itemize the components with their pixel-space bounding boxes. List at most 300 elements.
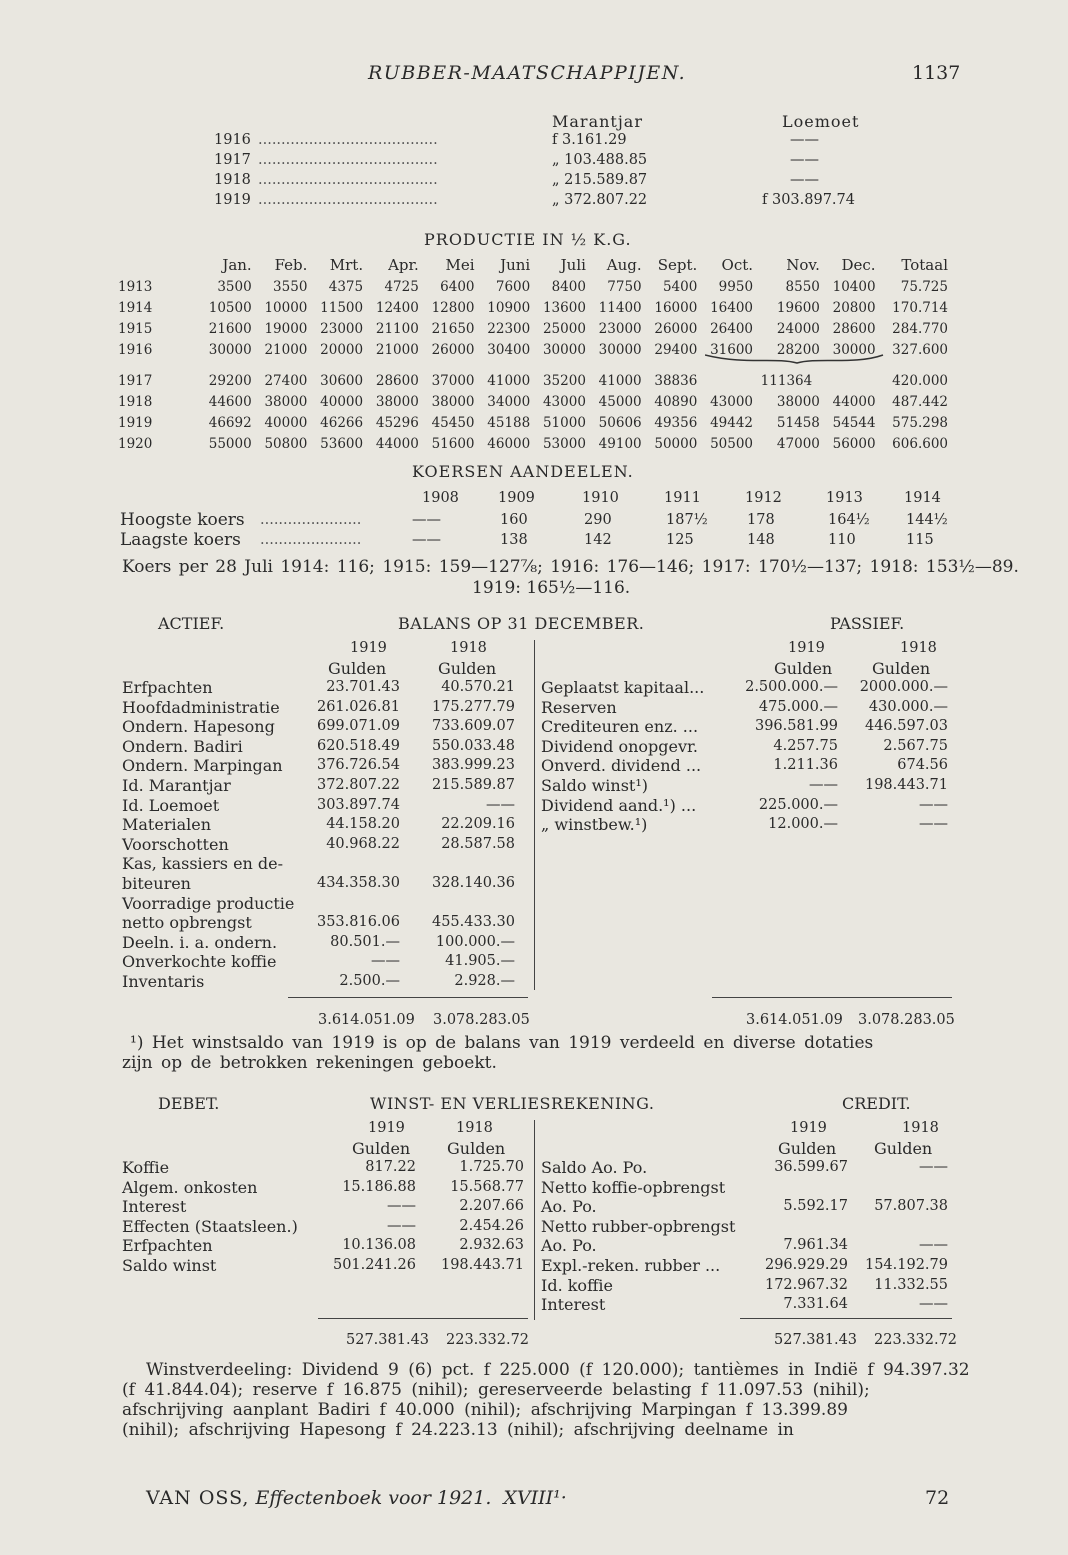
debet-value-1919: 10.136.08 [342, 1237, 416, 1254]
footer [146, 1487, 567, 1509]
actief-value-1919: 699.071.09 [316, 718, 400, 735]
productie-row [118, 433, 948, 454]
passief-value-1919: 475.000.— [758, 698, 838, 715]
actief-value-1918: 175.277.79 [431, 698, 515, 715]
passief-value-1919: 12.000.— [768, 816, 838, 833]
productie-cell: 53600 [320, 435, 364, 452]
productie-year: 1915 [118, 320, 153, 337]
opbrengst-marantjar: „ 103.488.85 [552, 152, 648, 168]
productie-cell: 21000 [375, 341, 419, 358]
productie-cell: 7750 [607, 278, 642, 295]
actief-value-1919: 40.968.22 [326, 835, 400, 852]
actief-label: Hoofdadministratie [122, 697, 280, 717]
debet-value-1918: 1.725.70 [459, 1159, 524, 1175]
productie-cell: 26000 [654, 320, 698, 337]
productie-cell: 51600 [431, 435, 475, 452]
credit-label: Netto rubber-opbrengst [541, 1216, 736, 1236]
productie-cell: 46266 [320, 414, 364, 431]
productie-cell: 43000 [710, 393, 754, 410]
winstverdeeling-line: Winstverdeeling: Dividend 9 (6) pct. f 225.000 (f 120.000); tantièmes in Indië f 94.397.32 [146, 1360, 970, 1380]
passief-sum-line [712, 997, 952, 998]
actief-value-1918: 28.587.58 [441, 835, 515, 852]
passief-unit-b: Gulden [872, 659, 931, 678]
debet-label: Effecten (Staatsleen.) [122, 1216, 298, 1236]
actief-value-1919: 434.358.30 [316, 875, 400, 891]
credit-label: Interest [541, 1295, 606, 1315]
opbrengst-loemoet: —— [790, 172, 819, 188]
passief-value-1919: 225.000.— [758, 796, 838, 813]
actief-value-1918: 22.209.16 [441, 816, 515, 833]
actief-value-1919: —— [371, 953, 400, 970]
hoogste-value: —— [412, 512, 441, 528]
productie-cell: 16000 [654, 299, 698, 316]
productie-cell: 20800 [832, 299, 876, 316]
productie-cell: 20000 [320, 341, 364, 358]
laagste-value: 115 [906, 532, 934, 548]
productie-cell: 21000 [264, 341, 308, 358]
productie-month-header: Aug. [606, 256, 642, 274]
productie-cell: 19000 [264, 320, 308, 337]
actief-value-1919: 353.816.06 [316, 914, 400, 931]
passief-value-1918: 446.597.03 [864, 718, 948, 735]
debet-value-1918: 15.568.77 [450, 1178, 524, 1195]
productie-cell: 53000 [542, 435, 586, 452]
opbrengst-marantjar: f 3.161.29 [552, 132, 627, 148]
brace-mark [705, 353, 885, 367]
actief-label: netto opbrengst [122, 913, 252, 933]
productie-cell: 38000 [375, 393, 419, 410]
productie-cell: 19600 [776, 299, 820, 316]
passief-value-1919: 4.257.75 [773, 737, 838, 754]
passief-value-1919: 396.581.99 [754, 718, 838, 735]
debet-label: Saldo winst [122, 1256, 217, 1275]
productie-cell: 46000 [487, 435, 531, 452]
laagste-value: 125 [666, 532, 694, 548]
leader-dots: ...................... [260, 512, 362, 528]
passief-label: Dividend aand.¹) ... [541, 795, 697, 815]
koers-line-2: 1919: 165½—116. [472, 578, 631, 598]
opbrengst-year: 1917 [214, 152, 251, 168]
actief-value-1918: 328.140.36 [431, 875, 515, 891]
productie-cell: 31600 [710, 341, 754, 358]
productie-cell: 21100 [375, 320, 419, 337]
actief-value-1918: 40.570.21 [441, 679, 515, 695]
hoogste-value: 164½ [828, 512, 870, 528]
productie-month-header: Oct. [721, 256, 754, 274]
productie-cell: 41000 [487, 372, 531, 389]
productie-row [118, 412, 948, 433]
leader-dots: ....................................... [258, 152, 438, 168]
productie-year: 1914 [118, 299, 153, 316]
opbrengst-loemoet: —— [790, 132, 819, 148]
opbrengst-year: 1918 [214, 172, 251, 188]
productie-cell: 56000 [832, 435, 876, 452]
passief-label: Onverd. dividend ... [541, 756, 702, 776]
productie-cell: 49100 [598, 435, 642, 452]
actief-value-1919: 620.518.49 [316, 737, 400, 754]
productie-cell: 12800 [431, 299, 475, 316]
productie-cell: 30600 [320, 372, 364, 389]
productie-year: 1920 [118, 435, 153, 452]
productie-cell: 327.600 [892, 341, 948, 358]
actief-unit-a: Gulden [328, 659, 387, 678]
productie-cell: 30000 [542, 341, 586, 358]
actief-value-1918: 733.609.07 [431, 718, 515, 735]
productie-cell: 5400 [662, 278, 698, 295]
productie-cell: 28600 [375, 372, 419, 389]
productie-cell: 29200 [208, 372, 252, 389]
productie-title: PRODUCTIE IN ½ K.G. [424, 230, 632, 249]
productie-cell: 38000 [431, 393, 475, 410]
productie-cell: 28600 [832, 320, 876, 337]
credit-total-1919: 527.381.43 [774, 1332, 858, 1348]
productie-month-header: Totaal [901, 256, 948, 274]
actief-value-1919: 2.500.— [339, 973, 400, 989]
productie-cell: 487.442 [892, 393, 948, 410]
productie-cell: 34000 [487, 393, 531, 410]
koers-year: 1909 [498, 490, 535, 506]
productie-cell: 45000 [598, 393, 642, 410]
passief-year-a: 1919 [788, 640, 825, 656]
productie-row [118, 297, 948, 318]
credit-value-1918: 154.192.79 [864, 1257, 948, 1273]
productie-cell: 28200 [776, 341, 820, 358]
productie-month-header: Mrt. [329, 256, 364, 274]
actief-label: Materialen [122, 815, 212, 835]
productie-month-header: Apr. [388, 256, 419, 274]
actief-value-1918: 455.433.30 [431, 914, 515, 931]
actief-label: Ondern. Marpingan [122, 756, 283, 776]
productie-cell: 21650 [431, 320, 475, 337]
actief-value-1918: 215.589.87 [431, 777, 515, 793]
passief-value-1918: 430.000.— [868, 698, 948, 715]
productie-cell: 420.000 [892, 372, 948, 389]
productie-cell: 13600 [542, 299, 586, 316]
productie-cell: 38836 [654, 372, 698, 389]
credit-label: Id. koffie [541, 1275, 614, 1295]
passief-year-b: 1918 [900, 640, 937, 656]
debet-value-1919: 817.22 [365, 1159, 416, 1175]
productie-cell: 49442 [710, 414, 754, 431]
opbrengst-col1-header: Marantjar [552, 112, 643, 131]
credit-value-1919: 7.961.34 [783, 1237, 848, 1254]
debet-label: Interest [122, 1197, 187, 1217]
credit-year-b: 1918 [902, 1120, 939, 1136]
credit-label: Expl.-reken. rubber ... [541, 1256, 721, 1275]
productie-month-header: Sept. [657, 256, 698, 274]
passief-total-1919: 3.614.051.09 [746, 1012, 843, 1028]
opbrengst-col2-header: Loemoet [782, 112, 860, 131]
hoogste-value: 290 [584, 512, 612, 528]
debet-value-1918: 2.207.66 [459, 1198, 524, 1215]
actief-year-a: 1919 [350, 640, 387, 656]
actief-label: Deeln. i. a. ondern. [122, 932, 278, 952]
leader-dots: ....................................... [258, 132, 438, 148]
koers-year: 1908 [422, 490, 459, 506]
credit-title: CREDIT. [842, 1094, 911, 1113]
opbrengst-loemoet: —— [790, 152, 819, 168]
hoogste-value: 160 [500, 512, 528, 528]
productie-cell: 4725 [384, 278, 419, 295]
productie-month-header: Jan. [222, 256, 252, 274]
productie-cell: 3500 [217, 278, 252, 295]
actief-label: Kas, kassiers en de- [122, 854, 284, 874]
productie-cell: 30000 [208, 341, 252, 358]
productie-year: 1918 [118, 393, 153, 410]
productie-row [118, 318, 948, 339]
debet-sum-line [318, 1318, 528, 1319]
debet-value-1919: —— [387, 1198, 416, 1215]
productie-cell: 30400 [487, 341, 531, 358]
leader-dots: ....................................... [258, 192, 438, 208]
balans-footnote: ¹) Het winstsaldo van 1919 is op de balans van 1919 verdeeld en diverse dotaties [130, 1033, 874, 1053]
credit-value-1918: —— [919, 1296, 948, 1313]
productie-cell: 43000 [542, 393, 586, 410]
winst-title: WINST- EN VERLIESREKENING. [370, 1094, 655, 1113]
productie-year-header [118, 254, 196, 276]
winst-divider [534, 1120, 535, 1320]
actief-title: ACTIEF. [158, 614, 225, 633]
productie-cell: 51458 [776, 414, 820, 431]
credit-unit-b: Gulden [874, 1139, 933, 1158]
credit-value-1919: 172.967.32 [764, 1276, 848, 1293]
actief-label: Inventaris [122, 972, 205, 991]
page-title: RUBBER-MAATSCHAPPIJEN. [368, 62, 687, 84]
debet-label: Erfpachten [122, 1236, 213, 1256]
actief-value-1918: 41.905.— [445, 953, 515, 970]
productie-cell: 23000 [320, 320, 364, 337]
productie-cell: 30000 [598, 341, 642, 358]
winstverdeeling-line: (nihil); afschrijving Hapesong f 24.223.13 (nihil); afschrijving deelname in [122, 1420, 794, 1440]
hoogste-value: 144½ [906, 512, 948, 528]
koers-year: 1910 [582, 490, 619, 506]
passief-label: Crediteuren enz. ... [541, 717, 699, 737]
footer-book: Effectenboek voor 1921. [255, 1487, 492, 1509]
actief-value-1918: 383.999.23 [431, 757, 515, 774]
actief-label: Onverkochte koffie [122, 952, 277, 972]
actief-label: Ondern. Badiri [122, 736, 243, 756]
productie-cell: 50000 [654, 435, 698, 452]
debet-value-1918: 2.454.26 [459, 1217, 524, 1234]
passief-value-1918: —— [919, 796, 948, 813]
actief-value-1919: 376.726.54 [316, 757, 400, 774]
passief-title: PASSIEF. [830, 614, 905, 633]
productie-cell: 38000 [264, 393, 308, 410]
debet-label: Koffie [122, 1158, 170, 1177]
productie-cell: 40000 [320, 393, 364, 410]
debet-year-b: 1918 [456, 1120, 493, 1136]
actief-sum-line [288, 997, 528, 998]
credit-sum-line [740, 1318, 952, 1319]
actief-value-1918: 550.033.48 [431, 737, 515, 754]
passief-label: Geplaatst kapitaal... [541, 678, 705, 697]
productie-cell: 38000 [776, 393, 820, 410]
productie-cell: 26400 [710, 320, 754, 337]
debet-unit-a: Gulden [352, 1139, 411, 1158]
actief-label: Voorschotten [122, 834, 229, 854]
productie-cell: 10400 [832, 278, 876, 295]
leader-dots: ...................... [260, 532, 362, 548]
actief-value-1919: 303.897.74 [316, 796, 400, 813]
productie-cell: 35200 [542, 372, 586, 389]
credit-value-1918: —— [919, 1159, 948, 1175]
credit-value-1919: 36.599.67 [774, 1159, 848, 1175]
productie-cell: 111364 [760, 372, 813, 389]
passief-total-1918: 3.078.283.05 [858, 1012, 955, 1028]
credit-value-1919: 296.929.29 [764, 1257, 848, 1273]
productie-cell: 11500 [320, 299, 364, 316]
actief-label: Id. Loemoet [122, 795, 220, 815]
laagste-label: Laagste koers [120, 530, 241, 550]
productie-cell: 50606 [598, 414, 642, 431]
productie-month-header: Juni [500, 256, 531, 274]
productie-cell: 41000 [598, 372, 642, 389]
opbrengst-marantjar: „ 215.589.87 [552, 172, 648, 188]
productie-cell: 26000 [431, 341, 475, 358]
productie-cell: 40890 [654, 393, 698, 410]
passief-value-1919: 1.211.36 [773, 757, 838, 774]
passief-label: Dividend onopgevr. [541, 736, 698, 756]
credit-value-1919: 5.592.17 [783, 1198, 848, 1215]
productie-year: 1913 [118, 278, 153, 295]
productie-cell: 8550 [785, 278, 820, 295]
debet-year-a: 1919 [368, 1120, 405, 1136]
actief-label: Ondern. Hapesong [122, 717, 275, 737]
passief-value-1918: 674.56 [897, 757, 948, 774]
actief-label: Erfpachten [122, 678, 213, 697]
productie-cell: 23000 [598, 320, 642, 337]
productie-cell: 45296 [375, 414, 419, 431]
koers-year: 1912 [745, 490, 782, 506]
productie-cell: 54544 [832, 414, 876, 431]
opbrengst-marantjar: „ 372.807.22 [552, 192, 648, 208]
koers-year: 1911 [664, 490, 701, 506]
balans-title: BALANS OP 31 DECEMBER. [398, 614, 645, 633]
productie-cell: 49356 [654, 414, 698, 431]
productie-cell: 47000 [776, 435, 820, 452]
productie-cell: 11400 [598, 299, 642, 316]
credit-value-1919: 7.331.64 [783, 1296, 848, 1313]
laagste-value: —— [412, 532, 441, 548]
productie-month-header: Nov. [786, 256, 820, 274]
actief-label: biteuren [122, 874, 191, 893]
credit-unit-a: Gulden [778, 1139, 837, 1158]
actief-value-1918: 2.928.— [454, 973, 515, 989]
leader-dots: ....................................... [258, 172, 438, 188]
debet-value-1918: 2.932.63 [459, 1237, 524, 1254]
winstverdeeling-line: afschrijving aanplant Badiri f 40.000 (nihil); afschrijving Marpingan f 13.399.89 [122, 1400, 848, 1420]
debet-label: Algem. onkosten [122, 1177, 258, 1197]
productie-cell: 40000 [264, 414, 308, 431]
productie-cell: 16400 [710, 299, 754, 316]
debet-value-1919: 15.186.88 [342, 1178, 416, 1195]
productie-month-header: Feb. [274, 256, 308, 274]
debet-title: DEBET. [158, 1094, 220, 1113]
credit-value-1918: 57.807.38 [874, 1198, 948, 1215]
koers-year: 1913 [826, 490, 863, 506]
credit-label: Ao. Po. [541, 1236, 597, 1256]
passief-value-1918: —— [919, 816, 948, 833]
hoogste-value: 178 [747, 512, 775, 528]
productie-cell: 170.714 [892, 299, 948, 316]
credit-value-1918: 11.332.55 [874, 1276, 948, 1293]
productie-year: 1916 [118, 341, 153, 358]
footer-publisher: VAN OSS, [146, 1487, 250, 1509]
productie-cell: 50800 [264, 435, 308, 452]
balans-divider [534, 640, 535, 990]
passief-unit-a: Gulden [774, 659, 833, 678]
actief-value-1919: 372.807.22 [316, 777, 400, 793]
productie-row [118, 391, 948, 412]
opbrengst-loemoet: f 303.897.74 [762, 192, 855, 208]
credit-total-1918: 223.332.72 [874, 1332, 958, 1348]
balans-footnote-2: zijn op de betrokken rekeningen geboekt. [122, 1053, 497, 1073]
page-number: 1137 [912, 62, 961, 84]
productie-cell: 45188 [487, 414, 531, 431]
credit-label: Netto koffie-opbrengst [541, 1177, 726, 1197]
productie-cell: 6400 [440, 278, 475, 295]
koersen-title: KOERSEN AANDEELEN. [412, 462, 634, 481]
laagste-value: 138 [500, 532, 528, 548]
productie-cell: 55000 [208, 435, 252, 452]
hoogste-value: 187½ [666, 512, 708, 528]
productie-cell: 10900 [487, 299, 531, 316]
opbrengst-year: 1919 [214, 192, 251, 208]
passief-value-1919: —— [809, 777, 838, 793]
footer-volume: XVIII¹· [503, 1487, 567, 1509]
productie-cell: 37000 [431, 372, 475, 389]
debet-total-1918: 223.332.72 [446, 1332, 530, 1348]
productie-cell: 21600 [208, 320, 252, 337]
productie-cell: 3550 [273, 278, 308, 295]
credit-label: Saldo Ao. Po. [541, 1158, 648, 1177]
productie-year: 1919 [118, 414, 153, 431]
productie-cell: 44000 [832, 393, 876, 410]
opbrengst-year: 1916 [214, 132, 251, 148]
productie-row [118, 276, 948, 297]
credit-value-1918: —— [919, 1237, 948, 1254]
productie-cell: 75.725 [900, 278, 948, 295]
actief-value-1919: 80.501.— [330, 933, 400, 950]
productie-cell: 284.770 [892, 320, 948, 337]
productie-month-header: Juli [560, 256, 586, 274]
productie-cell: 25000 [542, 320, 586, 337]
productie-cell: 22300 [487, 320, 531, 337]
productie-cell: 606.600 [892, 435, 948, 452]
productie-cell: 44600 [208, 393, 252, 410]
productie-cell: 575.298 [892, 414, 948, 431]
credit-label: Ao. Po. [541, 1197, 597, 1217]
productie-cell: 4375 [328, 278, 364, 295]
koers-line-1: Koers per 28 Juli 1914: 116; 1915: 159—127⅞; 1916: 176—146; 1917: 170½—137; 1918: 153½—89. [122, 557, 1019, 577]
laagste-value: 142 [584, 532, 612, 548]
hoogste-label: Hoogste koers [120, 510, 245, 530]
productie-cell: 10000 [264, 299, 308, 316]
productie-cell: 27400 [264, 372, 308, 389]
actief-year-b: 1918 [450, 640, 487, 656]
passief-label: Reserven [541, 697, 617, 717]
productie-cell: 10500 [208, 299, 252, 316]
winstverdeeling-line: (f 41.844.04); reserve f 16.875 (nihil); gereserveerde belasting f 11.097.53 (nihil); [122, 1380, 870, 1400]
productie-month-header: Mei [445, 256, 475, 274]
actief-label: Id. Marantjar [122, 776, 231, 795]
productie-cell: 50500 [710, 435, 754, 452]
passief-label: Saldo winst¹) [541, 776, 648, 795]
productie-cell: 51000 [542, 414, 586, 431]
passief-label: „ winstbew.¹) [541, 815, 648, 835]
productie-cell: 7600 [495, 278, 531, 295]
actief-value-1919: 23.701.43 [326, 679, 400, 695]
